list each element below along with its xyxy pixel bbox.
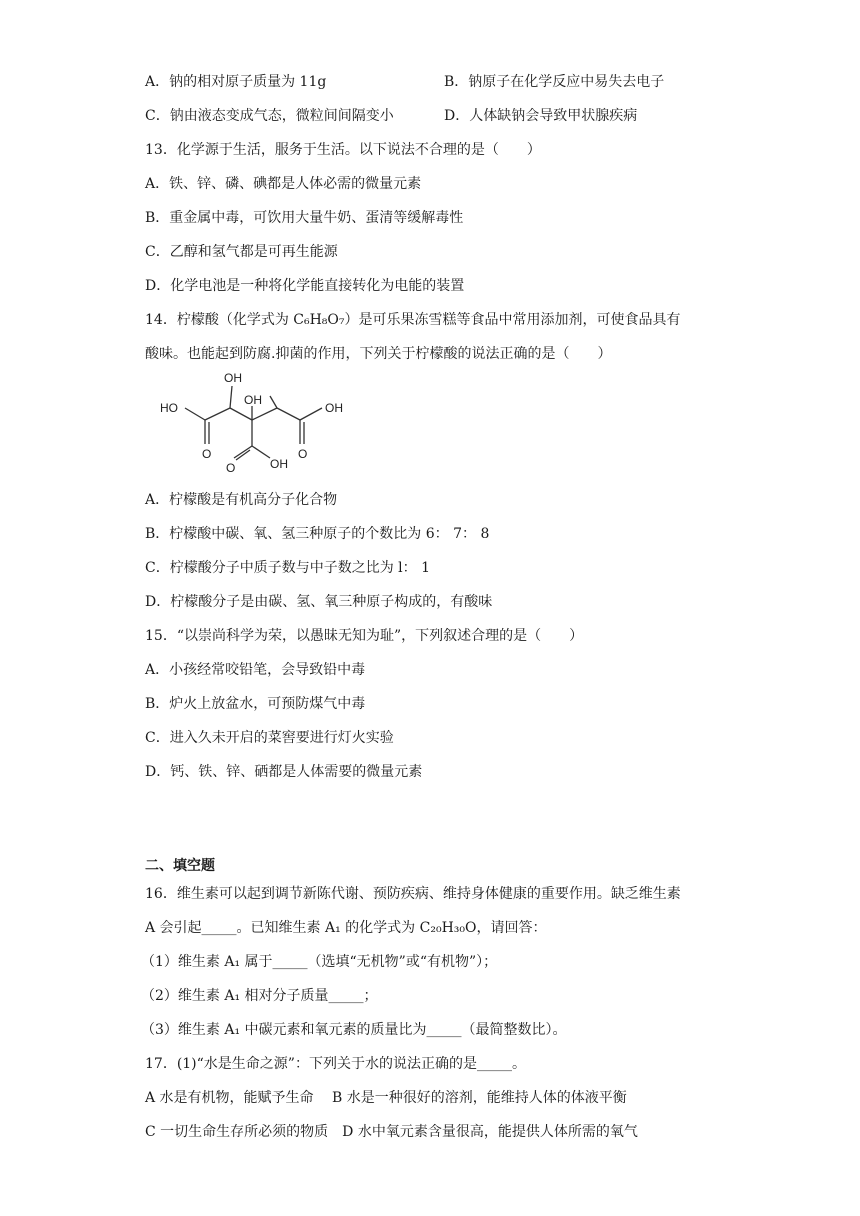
q16-line1: 16．维生素可以起到调节新陈代谢、预防疾病、维持身体健康的重要作用。缺乏维生素 (145, 886, 681, 902)
q13-stem: 13．化学源于生活，服务于生活。以下说法不合理的是（ ） (145, 142, 541, 158)
bond-bottom-co (234, 446, 252, 458)
q17-stem: 17．(1)“水是生命之源”：下列关于水的说法正确的是_____。 (145, 1056, 526, 1072)
q12-option-b: B．钠原子在化学反应中易失去电子 (444, 74, 665, 90)
q15-option-b: B．炉火上放盆水，可预防煤气中毒 (145, 696, 366, 712)
q13-option-d: D．化学电池是一种将化学能直接转化为电能的装置 (145, 278, 465, 294)
q14-option-c: C．柠檬酸分子中质子数与中子数之比为 l： 1 (145, 560, 430, 576)
section-title: 二、填空题 (145, 858, 215, 874)
q14-option-a: A．柠檬酸是有机高分子化合物 (145, 492, 338, 508)
q17-options-ab: A 水是有机物，能赋予生命 B 水是一种很好的溶剂，能维持人体的体液平衡 (145, 1090, 627, 1106)
q15-option-a: A．小孩经常咬铅笔，会导致铅中毒 (145, 662, 366, 678)
label-o-right: O (298, 447, 308, 461)
bond-c2-c3 (230, 408, 252, 420)
q13-option-a: A．铁、锌、磷、碘都是人体必需的微量元素 (145, 176, 422, 192)
q14-option-b: B．柠檬酸中碳、氧、氢三种原子的个数比为 6： 7： 8 (145, 526, 490, 542)
q15-stem: 15．“以崇尚科学为荣，以愚昧无知为耻”，下列叙述合理的是（ ） (145, 628, 584, 644)
q14-stem-line1: 14．柠檬酸（化学式为 C₆H₈O₇）是可乐果冻雪糕等食品中常用添加剂，可使食品具有 (145, 312, 681, 328)
label-oh-center: OH (244, 393, 262, 407)
q13-option-b: B．重金属中毒，可饮用大量牛奶、蛋清等缓解毒性 (145, 210, 464, 226)
q16-line2: A 会引起_____。已知维生素 A₁ 的化学式为 C₂₀H₃₀O，请回答： (145, 920, 547, 936)
bond-ho-c1 (185, 408, 205, 420)
q12-option-d: D．人体缺钠会导致甲状腺疾病 (444, 108, 638, 124)
label-oh-top: OH (224, 371, 242, 385)
q16-part1: （1）维生素 A₁ 属于_____（选填“无机物”或“有机物”）； (141, 954, 498, 970)
q16-part2: （2）维生素 A₁ 相对分子质量_____； (141, 988, 378, 1004)
q12-option-a: A．钠的相对原子质量为 11g (145, 74, 327, 90)
q13-option-c: C．乙醇和氢气都是可再生能源 (145, 244, 338, 260)
bond-c3-c4 (252, 408, 277, 420)
citric-acid-structure (150, 368, 370, 478)
q16-part3: （3）维生素 A₁ 中碳元素和氧元素的质量比为_____（最简整数比）。 (141, 1022, 567, 1038)
q14-option-d: D．柠檬酸分子是由碳、氢、氧三种原子构成的，有酸味 (145, 594, 493, 610)
q15-option-c: C．进入久未开启的菜窖要进行灯火实验 (145, 730, 394, 746)
bond-methyl (270, 396, 277, 408)
label-oh-right: OH (325, 401, 343, 415)
label-o-left: O (202, 447, 212, 461)
bond-top-oh (230, 386, 232, 408)
label-ho-left: HO (160, 401, 178, 415)
q12-option-c: C．钠由液态变成气态，微粒间间隔变小 (145, 108, 394, 124)
label-o-bottom: O (226, 461, 236, 475)
bond-c5-oh (300, 408, 322, 420)
bond-c4-c5 (277, 408, 300, 420)
label-oh-bottom: OH (270, 457, 288, 471)
bond-c1-c2 (205, 408, 230, 420)
bond-bottom-coh (252, 446, 270, 458)
q17-options-cd: C 一切生命生存所必须的物质 D 水中氧元素含量很高，能提供人体所需的氧气 (145, 1124, 638, 1140)
q15-option-d: D．钙、铁、锌、硒都是人体需要的微量元素 (145, 764, 423, 780)
q14-stem-line2: 酸味。也能起到防腐.抑菌的作用，下列关于柠檬酸的说法正确的是（ ） (145, 346, 612, 362)
